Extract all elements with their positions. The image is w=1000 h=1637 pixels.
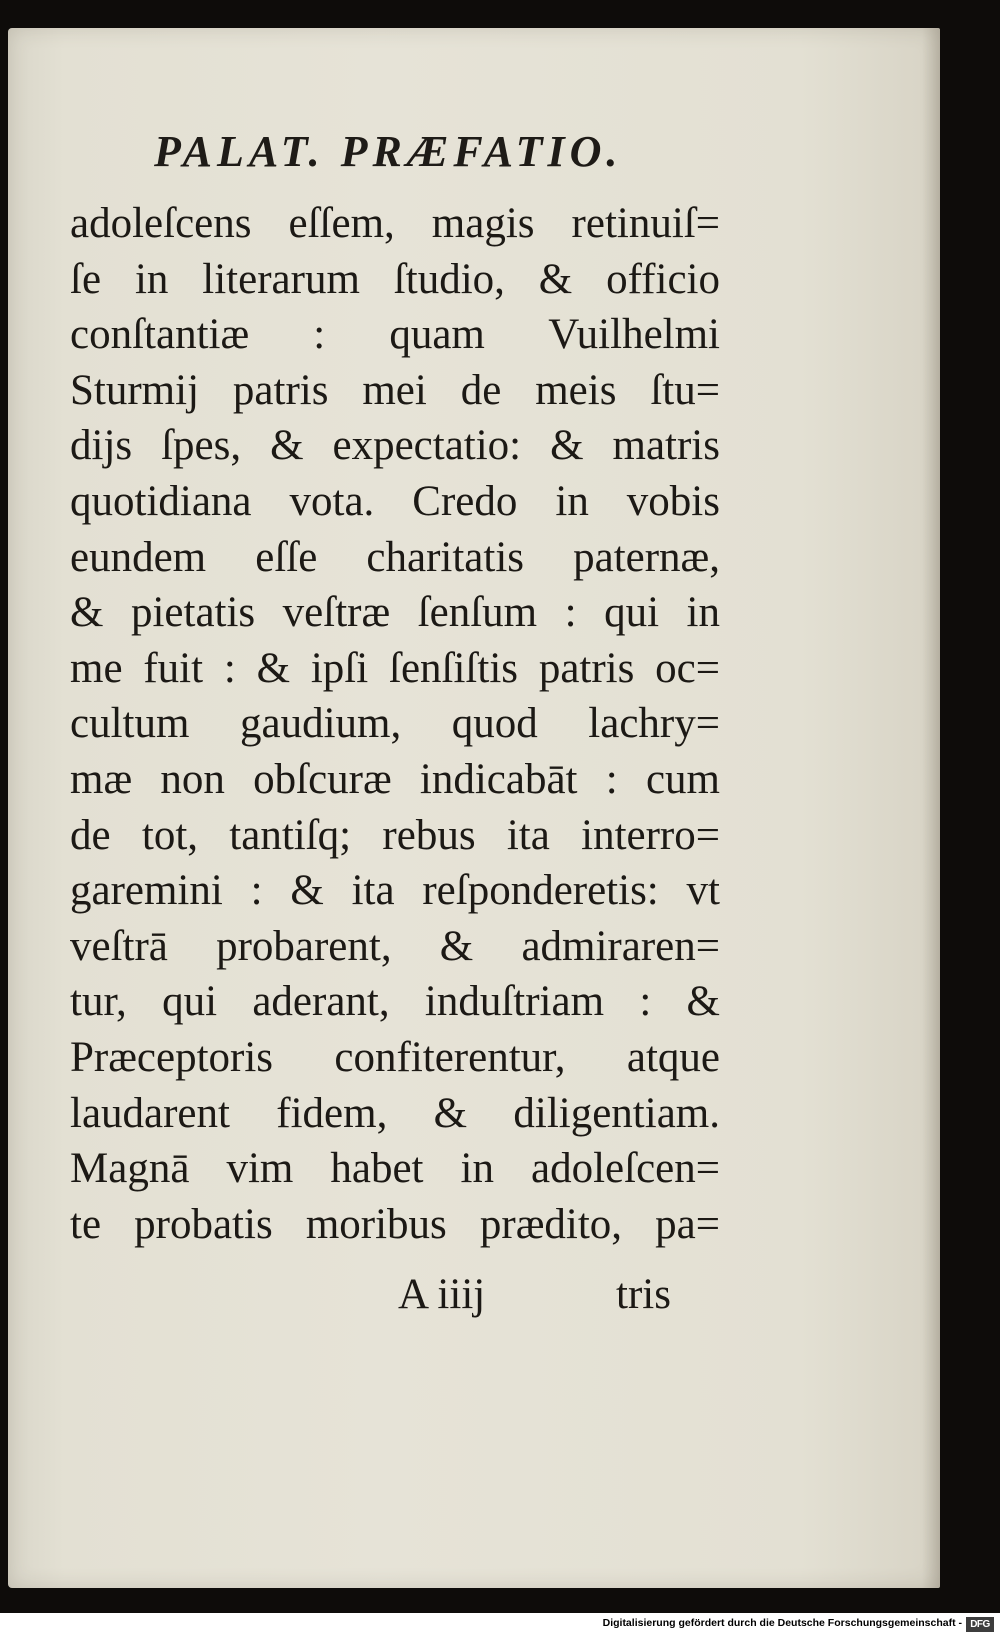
text-line-11: mæ non obſcuræ indicabāt : cum	[70, 755, 720, 803]
text-line-19: te probatis moribus prædito, pa=	[70, 1200, 720, 1248]
text-line-18: Magnā vim habet in adoleſcen=	[70, 1145, 720, 1193]
text-line-1: adoleſcens eſſem, magis retinuiſ=	[70, 200, 720, 247]
funding-credit: Digitalisierung gefördert durch die Deutsche Forschungsgemeinschaft -	[602, 1617, 962, 1629]
footer-bar	[0, 1613, 1000, 1637]
signature-mark: A iiij	[398, 1271, 486, 1318]
page-edge-shadow	[922, 28, 940, 1588]
text-line-8: & pietatis veſtræ ſenſum : qui in	[70, 589, 720, 637]
text-line-9: me fuit : & ipſi ſenſiſtis patris oc=	[70, 644, 720, 692]
dfg-logo-icon: DFG	[966, 1617, 994, 1632]
text-line-6: quotidiana vota. Credo in vobis	[70, 477, 720, 525]
running-head: PALAT. PRÆFATIO.	[154, 127, 623, 176]
text-line-13: garemini : & ita reſponderetis: vt	[70, 867, 720, 915]
text-line-3: conſtantiæ : quam Vuilhelmi	[70, 311, 720, 359]
text-line-14: veſtrā probarent, & admiraren=	[70, 922, 720, 970]
text-line-16: Præceptoris confiterentur, atque	[70, 1033, 720, 1081]
text-line-7: eundem eſſe charitatis paternæ,	[70, 533, 720, 581]
book-page	[8, 28, 940, 1588]
text-line-4: Sturmij patris mei de meis ſtu=	[70, 366, 720, 414]
text-line-17: laudarent fidem, & diligentiam.	[70, 1089, 720, 1137]
text-line-5: dijs ſpes, & expectatio: & matris	[70, 422, 720, 470]
text-line-2: ſe in literarum ſtudio, & officio	[70, 255, 720, 303]
catchword: tris	[616, 1271, 671, 1318]
text-line-10: cultum gaudium, quod lachry=	[70, 700, 720, 748]
text-line-15: tur, qui aderant, induſtriam : &	[70, 978, 720, 1026]
text-block	[70, 196, 720, 1252]
text-line-12: de tot, tantiſq; rebus ita interro=	[70, 811, 720, 859]
signature-line	[398, 1270, 698, 1326]
